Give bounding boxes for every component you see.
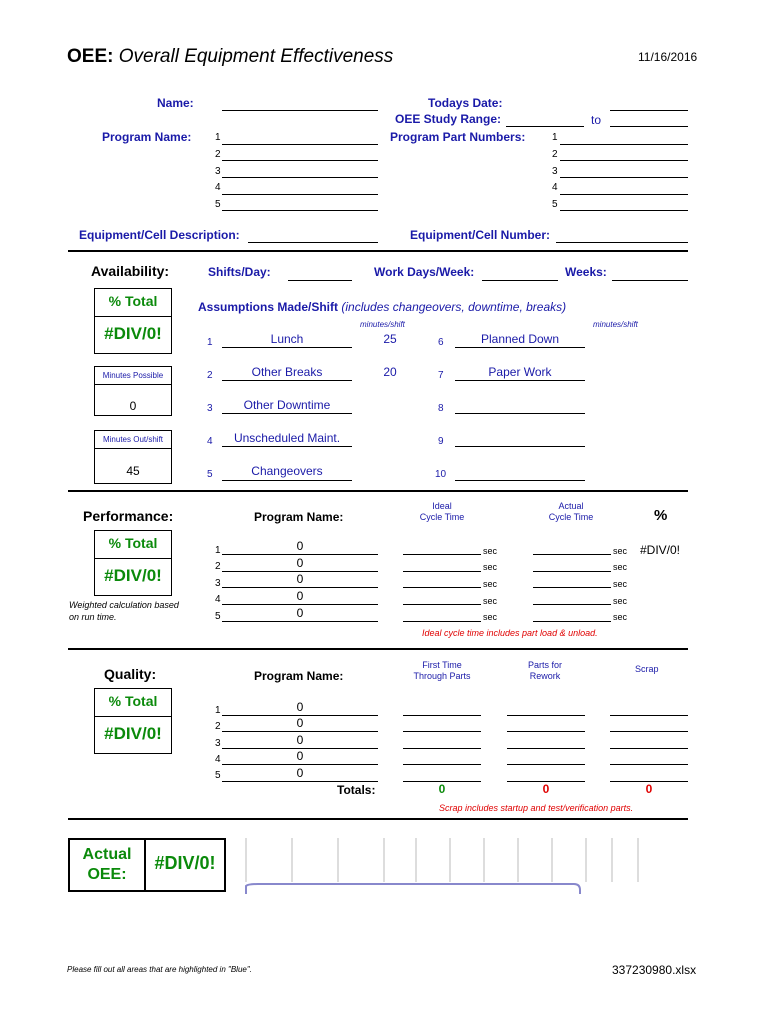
actual-sec-5: sec [613,612,628,622]
availability-total-box [94,288,172,354]
ideal-cycle-label: Ideal Cycle Time [419,501,465,522]
name-field[interactable] [222,110,378,111]
footer-filename: 337230980.xlsx [612,963,697,977]
program-name-field-4[interactable] [222,194,378,195]
ideal-cycle-field-2[interactable] [403,571,481,572]
assumption-label-5[interactable]: Changeovers [251,464,323,478]
performance-row-num-3: 3 [215,578,221,589]
study-range-label: OEE Study Range: [395,112,502,126]
part-number-field-4[interactable] [560,194,688,195]
chart-placeholder [238,834,688,894]
equipment-number-field[interactable] [556,242,688,243]
actual-oee-label: Actual OEE: [82,846,132,883]
minutes-out-box [94,430,172,484]
todays-date-label: Todays Date: [428,96,503,110]
assumption-num-10: 10 [435,469,447,480]
availability-pct-value: #DIV/0! [104,324,162,343]
shifts-field[interactable] [288,280,352,281]
ideal-sec-3: sec [483,579,498,589]
title-bold: OEE: [67,46,114,67]
program-row-num-5: 5 [215,199,221,210]
performance-pct-label: % [654,507,668,524]
quality-row-value-1: 0 [296,700,304,714]
performance-row-value-5: 0 [296,606,304,620]
scrap-field-1[interactable] [610,715,688,716]
assumption-num-8: 8 [438,403,444,414]
weighted-note: Weighted calculation based on run time. [69,600,179,622]
minutes-shift-label-right: minutes/shift [593,320,638,329]
program-name-field-2[interactable] [222,160,378,161]
actual-cycle-field-1[interactable] [533,554,611,555]
first-time-field-2[interactable] [403,731,481,732]
scrap-field-2[interactable] [610,731,688,732]
performance-row-value-4: 0 [296,589,304,603]
program-row-num-1: 1 [215,132,221,143]
shifts-label: Shifts/Day: [208,265,271,279]
weeks-label: Weeks: [565,265,607,279]
total-rework: 0 [542,782,550,796]
ideal-cycle-field-1[interactable] [403,554,481,555]
minutes-shift-label-left: minutes/shift [360,320,405,329]
rework-field-3[interactable] [507,748,585,749]
assumptions-italic: (includes changeovers, downtime, breaks) [341,300,567,314]
actual-cycle-field-3[interactable] [533,587,611,588]
ideal-sec-2: sec [483,562,498,572]
rework-label: Parts for Rework [527,660,562,681]
performance-program-label: Program Name: [254,510,344,524]
total-scrap: 0 [645,782,653,796]
quality-program-label: Program Name: [254,669,344,683]
first-time-field-3[interactable] [403,748,481,749]
quality-pct-total-value: #DIV/0! [104,724,162,743]
equipment-number-label: Equipment/Cell Number: [410,228,551,242]
performance-pct-total-label: % Total [108,535,158,551]
program-name-label: Program Name: [102,130,192,144]
assumption-label-4[interactable]: Unscheduled Maint. [233,431,341,445]
assumption-num-9: 9 [438,436,444,447]
quality-row-num-3: 3 [215,738,221,749]
actual-cycle-field-5[interactable] [533,621,611,622]
performance-row-num-4: 4 [215,594,221,605]
assumption-num-1: 1 [207,337,213,348]
assumption-label-3[interactable]: Other Downtime [243,398,331,412]
assumptions-bold: Assumptions Made/Shift [198,300,339,314]
actual-sec-1: sec [613,546,628,556]
ideal-sec-5: sec [483,612,498,622]
minutes-possible-box [94,366,172,416]
part-number-field-2[interactable] [560,160,688,161]
quality-total-box [94,688,172,754]
page-title [67,46,393,68]
assumption-label-2[interactable]: Other Breaks [251,365,323,379]
workdays-label: Work Days/Week: [374,265,475,279]
actual-sec-4: sec [613,596,628,606]
performance-title: Performance: [83,508,174,524]
title-italic: Overall Equipment Effectiveness [118,46,394,67]
minutes-possible-label: Minutes Possible [102,371,164,380]
quality-title: Quality: [104,666,157,682]
minutes-out-label: Minutes Out/shift [102,435,164,444]
program-row-num-4: 4 [215,182,221,193]
quality-row-num-5: 5 [215,770,221,781]
assumption-minutes-1[interactable]: 25 [383,332,397,346]
totals-label: Totals: [337,783,376,797]
part-number-field-5[interactable] [560,210,688,211]
part-numbers-label: Program Part Numbers: [390,130,526,144]
first-time-field-4[interactable] [403,764,481,765]
part-row-num-2: 2 [552,149,558,160]
equipment-desc-label: Equipment/Cell Description: [79,228,240,242]
divider-availability [68,250,688,252]
performance-row-num-1: 1 [215,545,221,556]
part-row-num-1: 1 [552,132,558,143]
assumption-num-3: 3 [207,403,213,414]
program-row-num-3: 3 [215,166,221,177]
assumptions-heading [198,300,566,314]
performance-note: Ideal cycle time includes part load & unload. [422,628,598,638]
ideal-cycle-field-5[interactable] [403,621,481,622]
todays-date-field[interactable] [610,110,688,111]
quality-row-num-4: 4 [215,754,221,765]
divider-quality [68,648,688,650]
assumption-label-6[interactable]: Planned Down [480,332,560,346]
quality-row-value-2: 0 [296,716,304,730]
availability-title: Availability: [91,263,170,279]
equipment-desc-field[interactable] [248,242,378,243]
ideal-sec-1: sec [483,546,498,556]
scrap-field-4[interactable] [610,764,688,765]
program-name-field-1[interactable] [222,144,378,145]
ideal-cycle-field-3[interactable] [403,587,481,588]
performance-total-box [94,530,172,596]
performance-row-value-2: 0 [296,556,304,570]
assumption-num-4: 4 [207,436,213,447]
assumption-num-6: 6 [438,337,444,348]
assumption-minutes-2[interactable]: 20 [383,365,397,379]
part-row-num-3: 3 [552,166,558,177]
performance-row-num-2: 2 [215,561,221,572]
footer-note: Please fill out all areas that are highlighted in "Blue". [67,965,252,974]
rework-field-1[interactable] [507,715,585,716]
divider-performance [68,490,688,492]
assumption-num-5: 5 [207,469,213,480]
weeks-field[interactable] [612,280,688,281]
workdays-field[interactable] [482,280,558,281]
quality-row-value-3: 0 [296,733,304,747]
quality-note: Scrap includes startup and test/verification parts. [439,803,634,813]
program-name-field-5[interactable] [222,210,378,211]
part-number-field-1[interactable] [560,144,688,145]
performance-pct-total-value: #DIV/0! [104,566,162,585]
program-row-num-2: 2 [215,149,221,160]
assumption-num-2: 2 [207,370,213,381]
actual-cycle-field-2[interactable] [533,571,611,572]
actual-oee-box [68,838,226,892]
rework-field-4[interactable] [507,764,585,765]
actual-cycle-label: Actual Cycle Time [548,501,594,522]
ideal-sec-4: sec [483,596,498,606]
rework-field-2[interactable] [507,731,585,732]
performance-row-pct-1: #DIV/0! [640,543,681,557]
assumption-field-10[interactable] [455,480,585,481]
scrap-field-3[interactable] [610,748,688,749]
quality-row-value-4: 0 [296,749,304,763]
part-number-field-3[interactable] [560,177,688,178]
part-row-num-5: 5 [552,199,558,210]
quality-row-num-2: 2 [215,721,221,732]
actual-sec-2: sec [613,562,628,572]
assumption-label-1[interactable]: Lunch [270,332,304,346]
minutes-possible-value: 0 [129,399,137,413]
assumption-field-9[interactable] [455,446,585,447]
assumption-field-8[interactable] [455,413,585,414]
performance-row-num-5: 5 [215,611,221,622]
study-range-start-field[interactable] [506,126,584,127]
quality-row-value-5: 0 [296,766,304,780]
total-first-time: 0 [438,782,446,796]
actual-oee-value: #DIV/0! [154,853,216,873]
actual-cycle-field-4[interactable] [533,604,611,605]
actual-sec-3: sec [613,579,628,589]
study-range-end-field[interactable] [610,126,688,127]
ideal-cycle-field-4[interactable] [403,604,481,605]
availability-pct-label: % Total [108,293,158,309]
first-time-field-1[interactable] [403,715,481,716]
divider-summary [68,818,688,820]
performance-row-value-3: 0 [296,572,304,586]
quality-row-num-1: 1 [215,705,221,716]
scrap-label: Scrap [635,664,659,674]
performance-row-value-1: 0 [296,539,304,553]
assumption-label-7[interactable]: Paper Work [488,365,552,379]
first-time-label: First Time Through Parts [413,660,471,681]
minutes-out-value: 45 [126,464,140,478]
header-date: 11/16/2016 [638,50,698,64]
quality-pct-total-label: % Total [108,693,158,709]
to-label: to [591,113,602,127]
program-name-field-3[interactable] [222,177,378,178]
name-label: Name: [157,96,194,110]
part-row-num-4: 4 [552,182,558,193]
assumption-num-7: 7 [438,370,444,381]
